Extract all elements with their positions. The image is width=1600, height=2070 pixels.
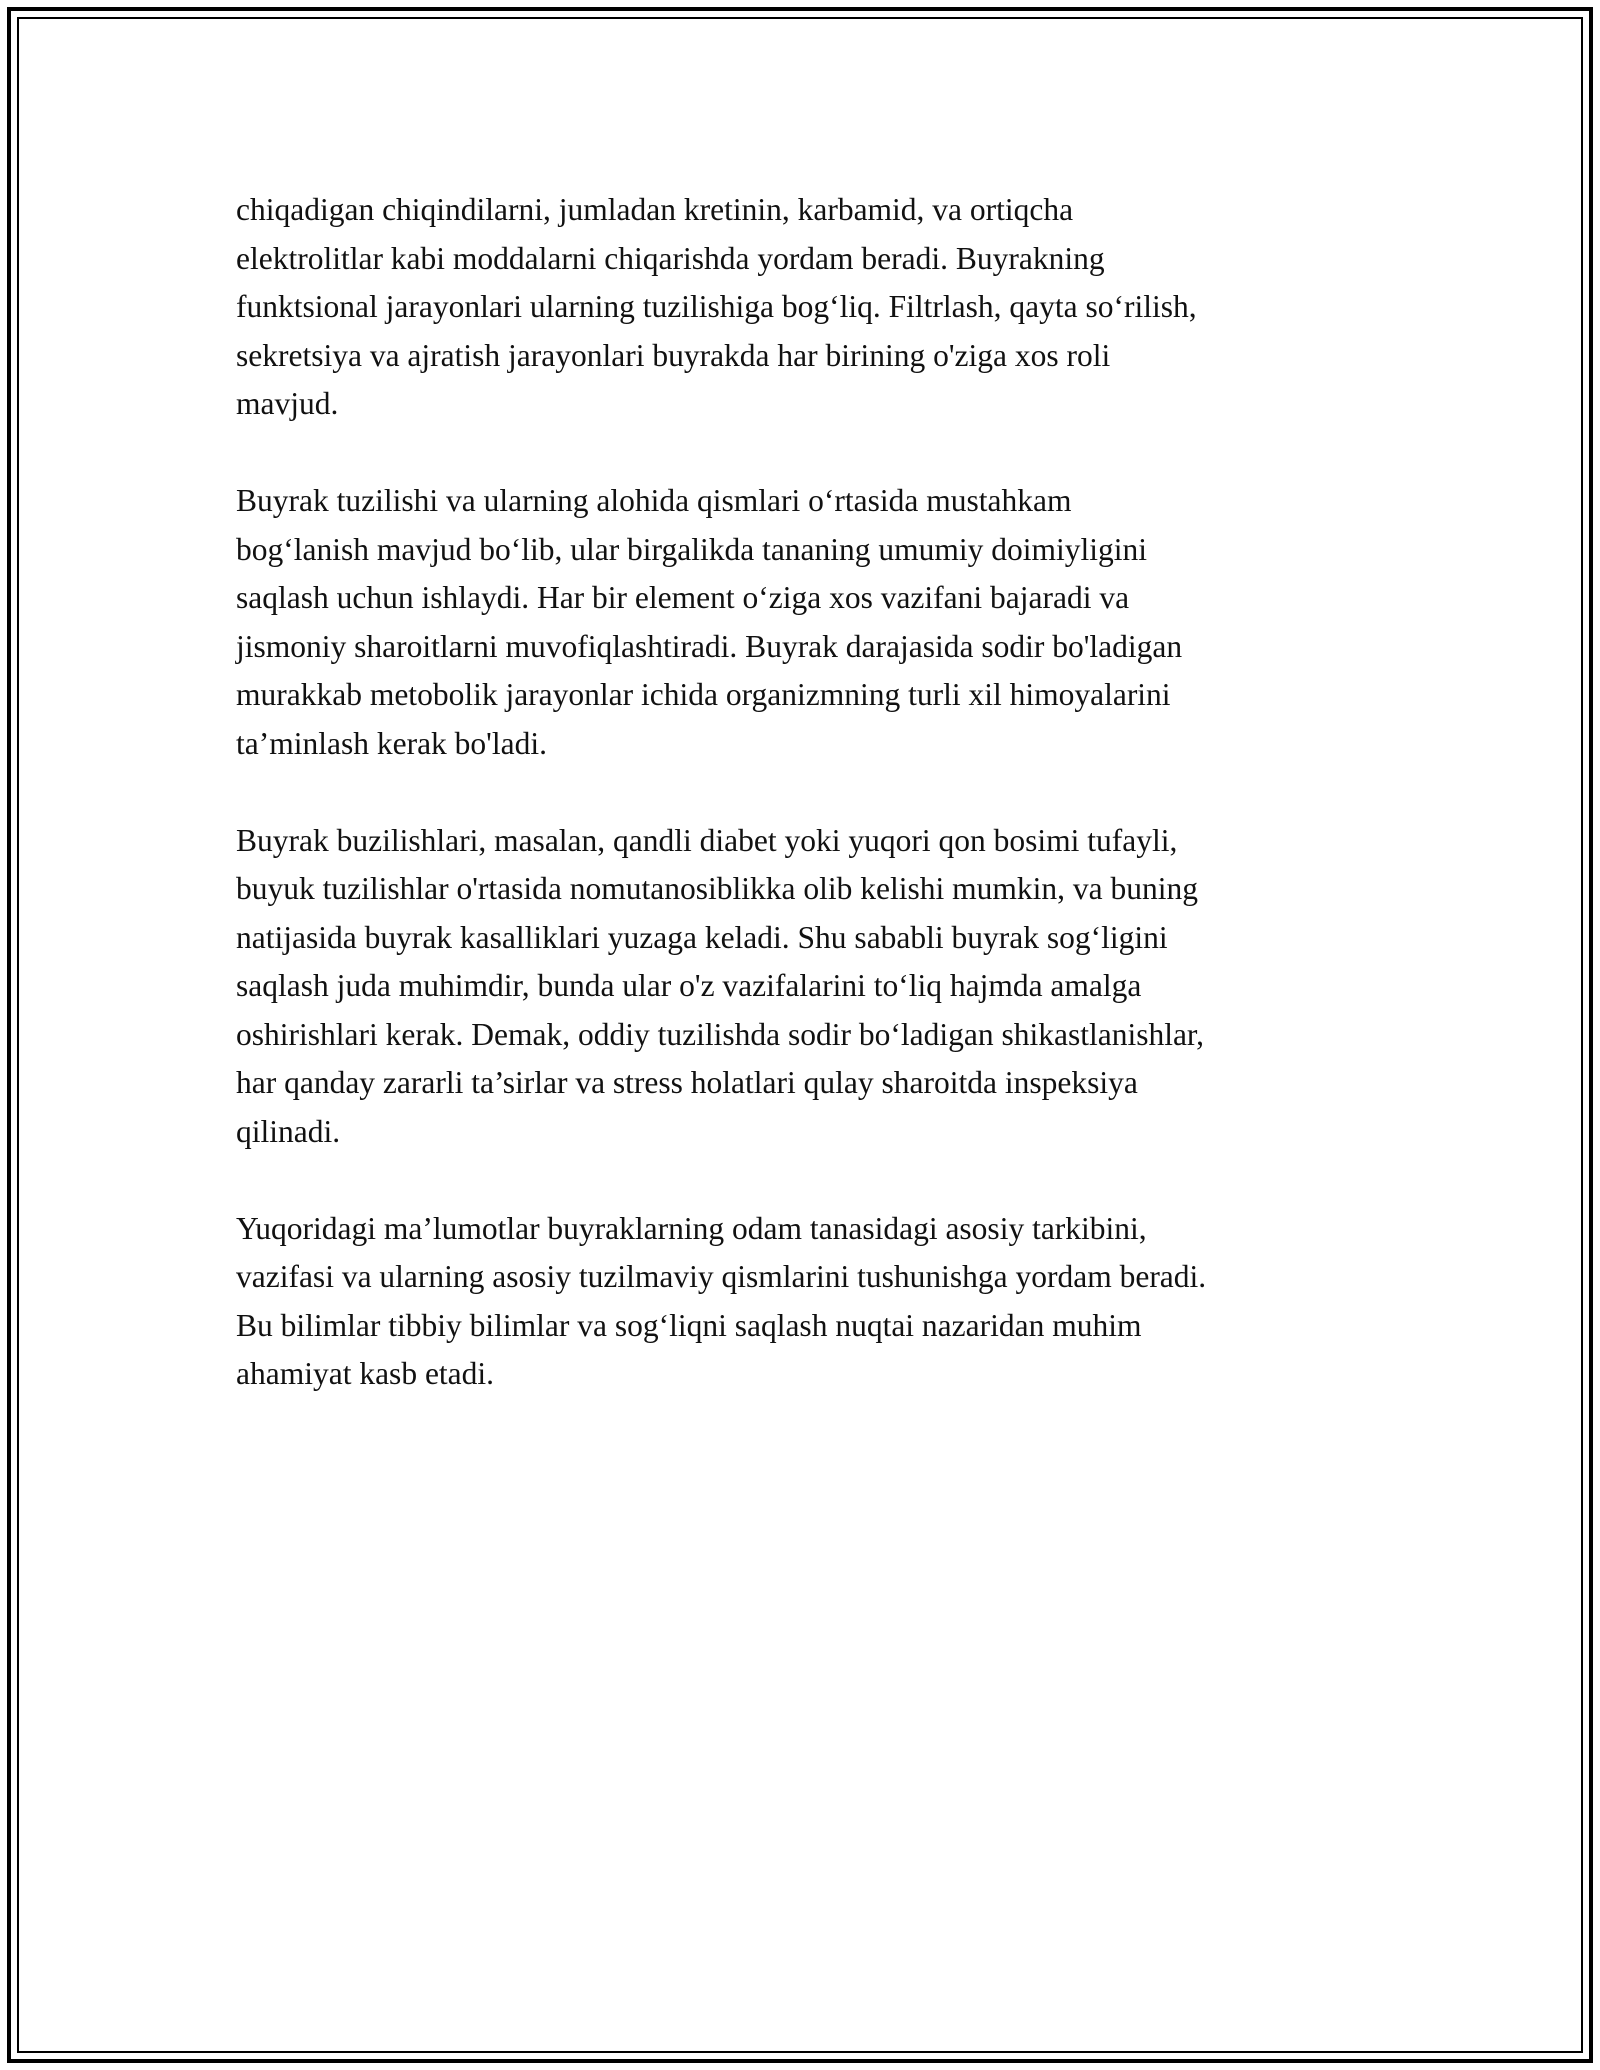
text-line: har qanday zararli ta’sirlar va stress holatlari qulay sharoitda inspeksiya bbox=[236, 1065, 1138, 1100]
paragraph-2 bbox=[236, 477, 1386, 768]
text-line: natijasida buyrak kasalliklari yuzaga keladi. Shu sababli buyrak sog‘ligini bbox=[236, 919, 1168, 955]
text-line: saqlash juda muhimdir, bunda ular o'z vazifalarini to‘liq hajmda amalga bbox=[236, 968, 1142, 1003]
paragraph-1 bbox=[236, 186, 1386, 429]
document-body bbox=[236, 186, 1386, 1447]
paragraph-3 bbox=[236, 817, 1386, 1157]
text-line: jismoniy sharoitlarni muvofiqlashtiradi. Buyrak darajasida sodir bo'ladigan bbox=[236, 628, 1183, 664]
text-line: saqlash uchun ishlaydi. Har bir element o‘ziga xos vazifani bajaradi va bbox=[236, 580, 1130, 615]
text-line: Buyrak tuzilishi va ularning alohida qismlari o‘rtasida mustahkam bbox=[236, 483, 1072, 518]
text-line: elektrolitlar kabi moddalarni chiqarishda yordam beradi. Buyrakning bbox=[236, 240, 1105, 276]
paragraph-4 bbox=[236, 1205, 1386, 1399]
text-line: bog‘lanish mavjud bo‘lib, ular birgalikda tananing umumiy doimiyligini bbox=[236, 531, 1148, 567]
text-line: murakkab metobolik jarayonlar ichida organizmning turli xil himoyalarini bbox=[236, 677, 1171, 712]
text-line: Yuqoridagi ma’lumotlar buyraklarning odam tanasidagi asosiy tarkibini, bbox=[236, 1210, 1147, 1246]
text-line: mavjud. bbox=[236, 386, 339, 421]
text-line: Bu bilimlar tibbiy bilimlar va sog‘liqni saqlash nuqtai nazaridan muhim bbox=[236, 1307, 1142, 1343]
text-line: funktsional jarayonlari ularning tuzilishiga bog‘liq. Filtrlash, qayta so‘rilish, bbox=[236, 289, 1197, 324]
text-line: chiqadigan chiqindilarni, jumladan kretinin, karbamid, va ortiqcha bbox=[236, 192, 1074, 227]
text-line: sekretsiya va ajratish jarayonlari buyrakda har birining o'ziga xos roli bbox=[236, 337, 1111, 373]
text-line: oshirishlari kerak. Demak, oddiy tuzilishda sodir bo‘ladigan shikastlanishlar, bbox=[236, 1016, 1205, 1052]
text-line: buyuk tuzilishlar o'rtasida nomutanosiblikka olib kelishi mumkin, va buning bbox=[236, 871, 1198, 906]
text-line: ahamiyat kasb etadi. bbox=[236, 1356, 495, 1391]
text-line: vazifasi va ularning asosiy tuzilmaviy qismlarini tushunishga yordam beradi. bbox=[236, 1259, 1207, 1294]
text-line: qilinadi. bbox=[236, 1113, 341, 1149]
text-line: ta’minlash kerak bo'ladi. bbox=[236, 725, 547, 761]
text-line: Buyrak buzilishlari, masalan, qandli diabet yoki yuqori qon bosimi tufayli, bbox=[236, 822, 1178, 858]
